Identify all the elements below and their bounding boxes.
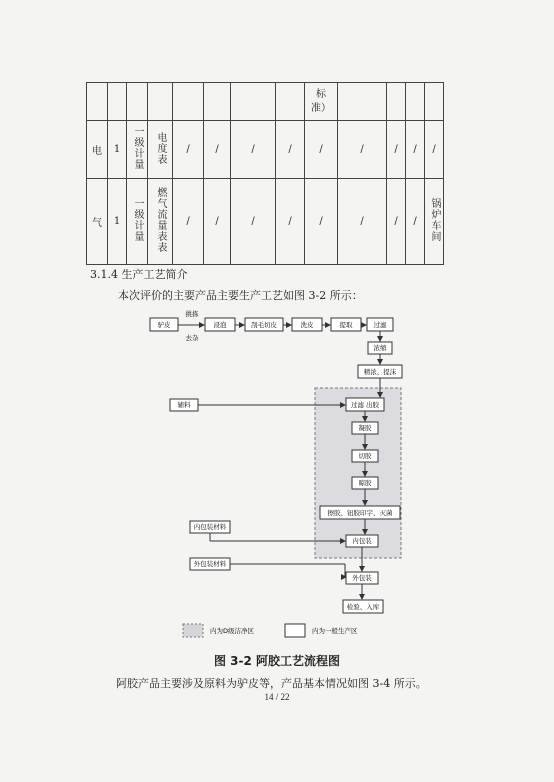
figure-caption: 图 3-2 阿胶工艺流程图: [213, 654, 341, 668]
legend-clean-swatch: [183, 624, 203, 637]
clean-zone-area: [315, 388, 401, 558]
node-store: 检验、入库: [346, 603, 380, 611]
node-step1-top: 挑拣: [185, 310, 199, 318]
node-pack: 擦胶、钮胶印字、灭菌: [327, 509, 393, 517]
node-conc2: 精浓、提沫: [363, 368, 397, 376]
section-title: 3.1.4 生产工艺简介: [90, 268, 188, 281]
node-raw: 驴皮: [157, 321, 171, 329]
node-extract: 提取: [339, 321, 353, 329]
intro-text: 本次评价的主要产品主要生产工艺如图 3-2 所示：: [118, 289, 363, 302]
node-inner-mat: 内包装材料: [193, 523, 227, 531]
page-number: 14 / 22: [264, 692, 290, 702]
node-filter1: 过滤: [373, 321, 387, 329]
node-cool: 凝胶: [358, 424, 372, 432]
legend-general-swatch: [285, 624, 305, 637]
node-soak: 浸泡: [213, 321, 227, 329]
legend-general-label: 内为一般生产区: [312, 627, 358, 635]
node-outer: 外包装: [352, 574, 372, 582]
node-filter2: 过滤 出胶: [350, 401, 380, 409]
node-outer-mat: 外包装材料: [193, 560, 227, 568]
node-wash: 洗皮: [300, 321, 314, 329]
node-step1-bot: 去杂: [185, 334, 199, 342]
node-dry: 晾胶: [358, 479, 372, 487]
node-aux: 辅料: [177, 401, 191, 409]
table-row: 电 1 一级计量 电度表 / / / / / / / / /: [87, 121, 444, 179]
table-cell-standard: 标准）: [305, 83, 338, 121]
node-inner: 内包装: [352, 537, 372, 545]
table-row: 气 1 一级计量 燃气流量表表 / / / / / / / / 锅炉车间: [87, 179, 444, 265]
node-dehair: 刮毛切皮: [251, 321, 277, 329]
node-cut: 切胶: [358, 452, 372, 460]
legend-clean-label: 内为D级洁净区: [210, 627, 255, 635]
node-conc1: 浓缩: [373, 344, 387, 352]
body-text: 阿胶产品主要涉及原料为驴皮等，产品基本情况如图 3-4 所示。: [116, 677, 427, 690]
